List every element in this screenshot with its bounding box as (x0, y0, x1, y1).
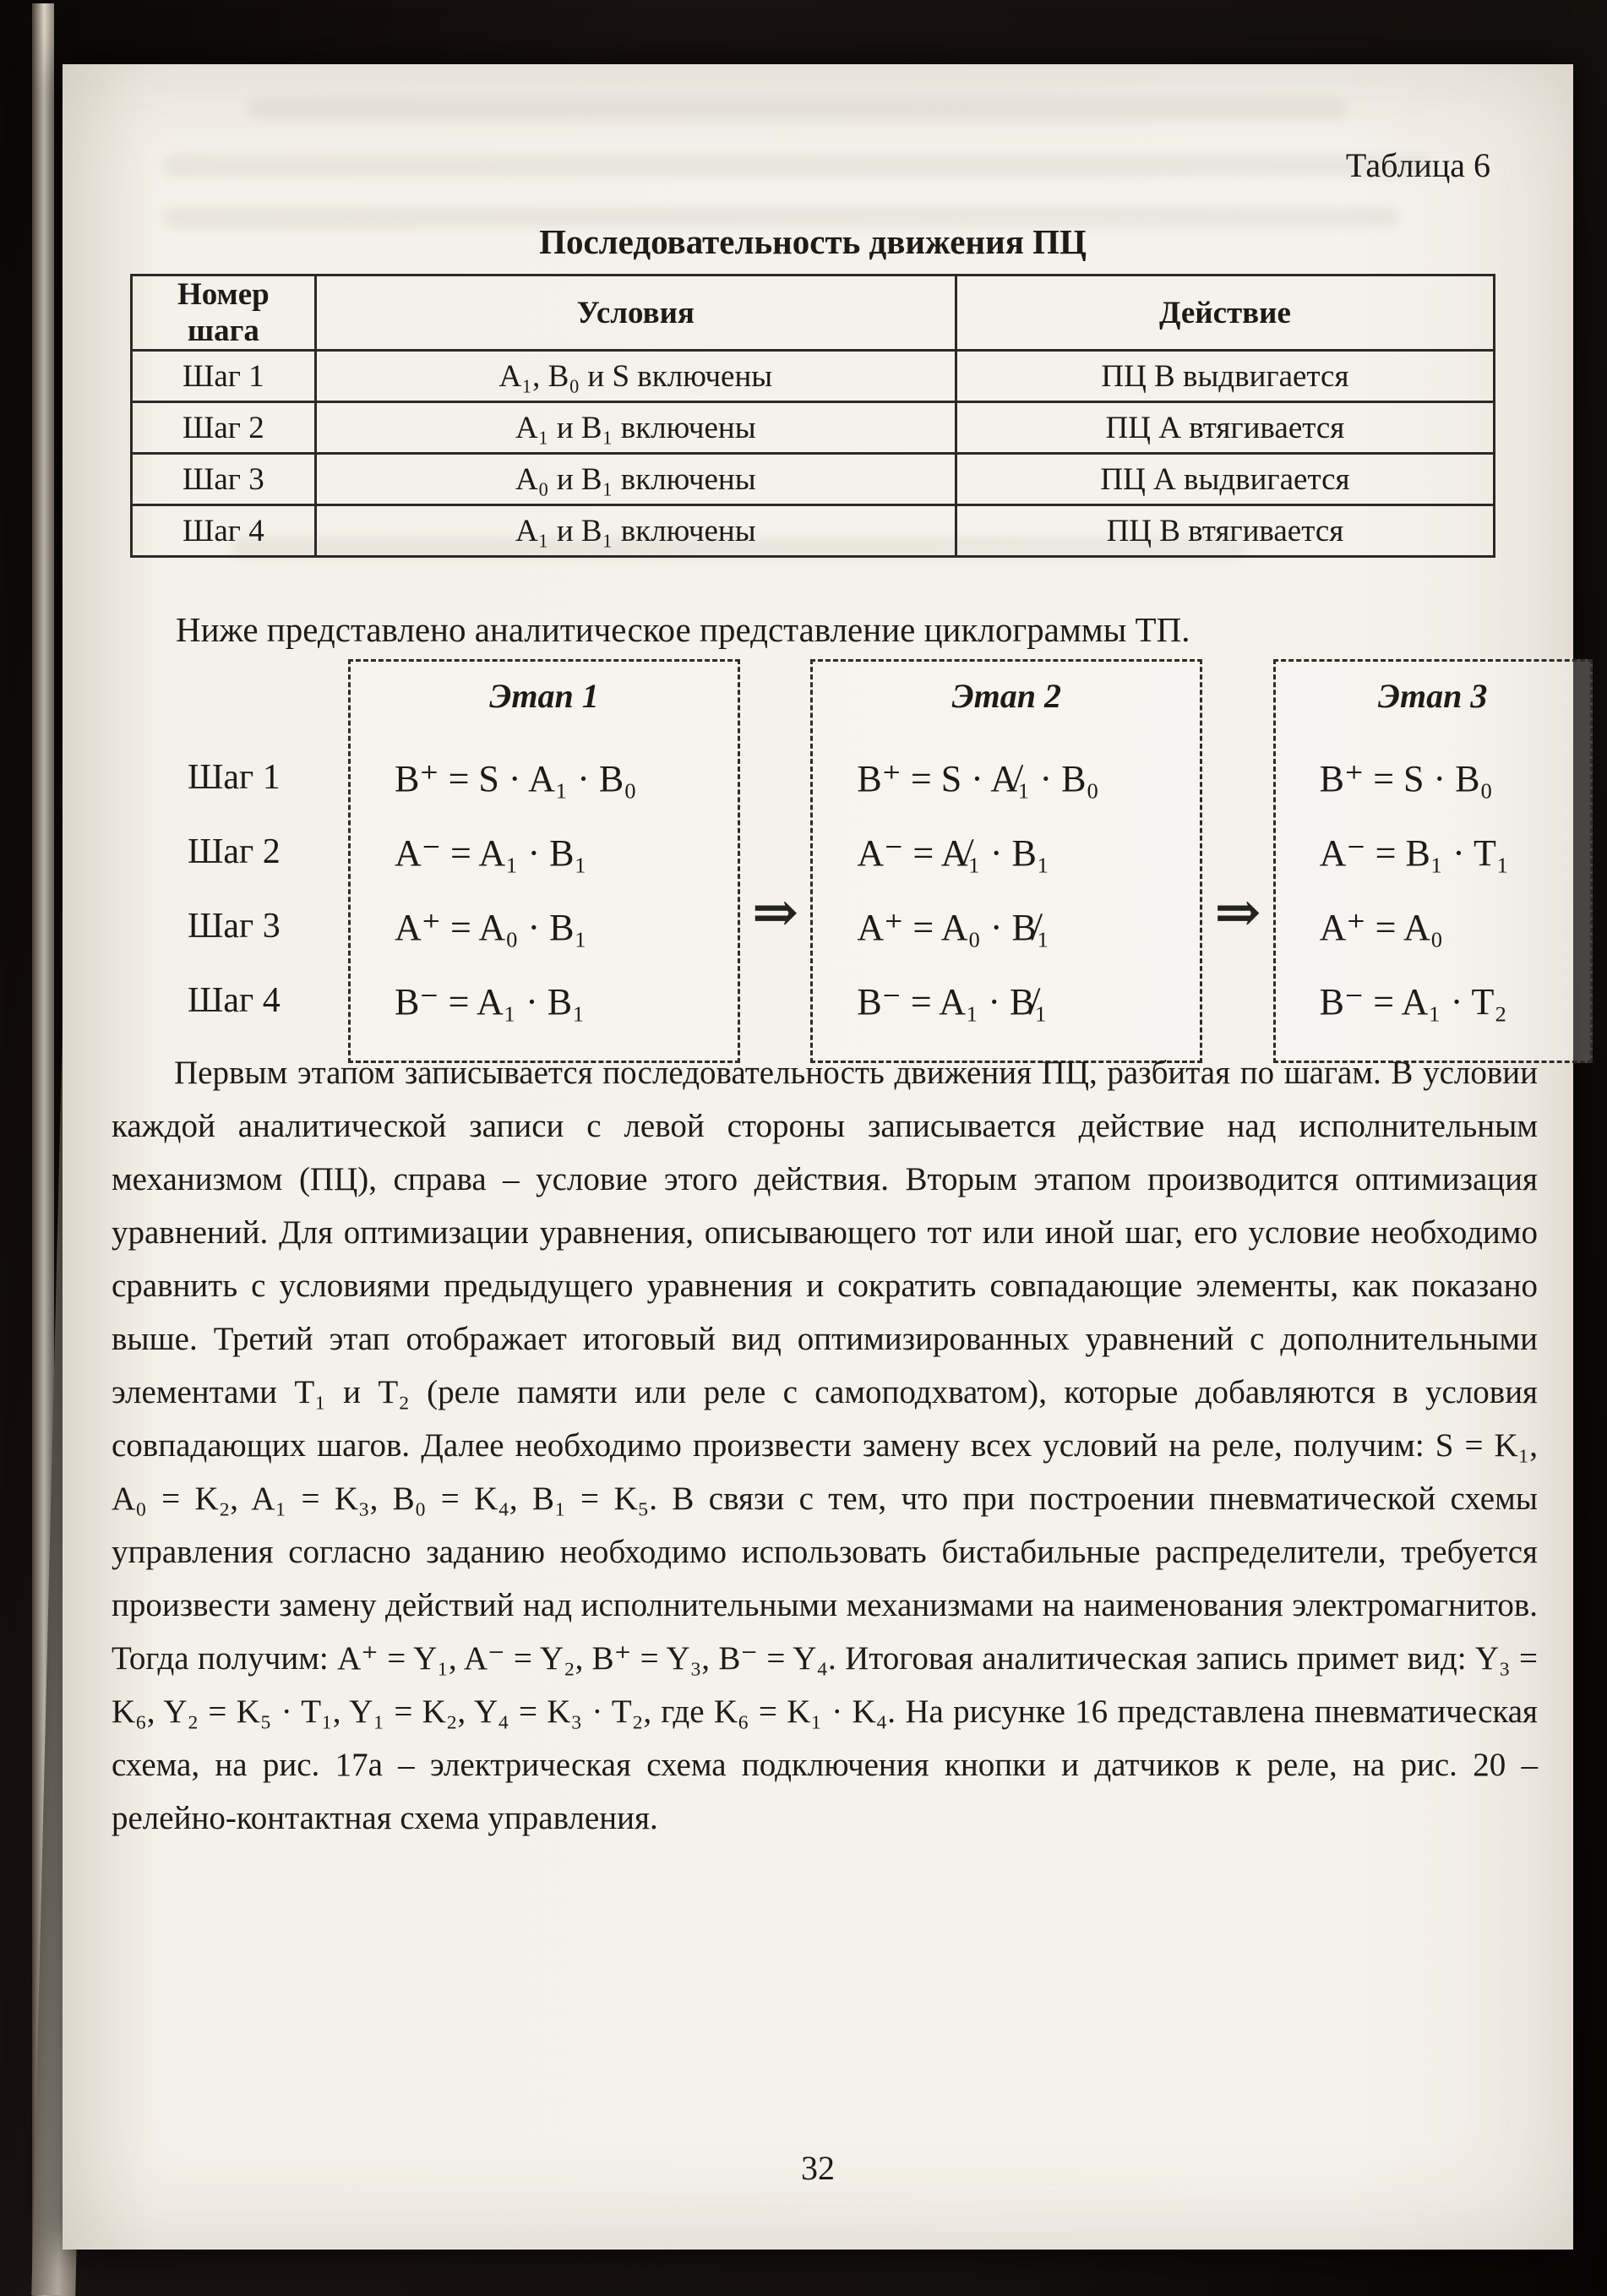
cell-condition: A₁, B₀ и S включены (315, 351, 956, 402)
cell-condition: A₀ и B₁ включены (315, 454, 956, 505)
step-label: Шаг 3 (188, 907, 281, 946)
equation: A⁻ = A̸₁ · B₁ (857, 832, 1050, 874)
cell-action: ПЦ А выдвигается (956, 454, 1494, 505)
implies-arrow: ⇒ (1214, 882, 1261, 944)
bleed-through-artifact (248, 98, 1347, 120)
column-header-condition: Условия (315, 275, 956, 351)
step-label: Шаг 2 (188, 832, 281, 871)
table-header-row (132, 275, 1495, 351)
step-label: Шаг 4 (188, 981, 281, 1020)
page-number: 32 (801, 2149, 835, 2187)
equation: B⁻ = A₁ · B₁ (395, 980, 586, 1023)
stage-title: Этап 3 (1377, 677, 1488, 715)
cell-action: ПЦ В втягивается (956, 505, 1494, 557)
stage-box-2 (810, 659, 1202, 1063)
cell-step: Шаг 1 (132, 351, 316, 402)
equation: B⁺ = S · A₁ · B₀ (395, 757, 637, 799)
column-header-action: Действие (956, 275, 1494, 351)
equation: A⁻ = A₁ · B₁ (395, 832, 587, 874)
equation: B⁻ = A₁ · T₂ (1319, 980, 1507, 1023)
equation: A⁺ = A₀ · B₁ (395, 906, 587, 948)
table-row (132, 505, 1495, 557)
sequence-table-block (130, 221, 1495, 558)
cell-step: Шаг 3 (132, 454, 316, 505)
stage-box-1 (348, 659, 740, 1063)
table-number-label: Таблица 6 (1345, 146, 1490, 184)
table-row (132, 454, 1495, 505)
stage-title: Этап 2 (951, 677, 1062, 715)
stage-box-3 (1273, 659, 1593, 1063)
cell-action: ПЦ В выдвигается (956, 351, 1494, 402)
cell-step: Шаг 4 (132, 505, 316, 557)
equation: B⁻ = A₁ · B̸₁ (857, 980, 1048, 1023)
equation: B⁺ = S · B₀ (1319, 757, 1493, 799)
table-title: Последовательность движения ПЦ (539, 222, 1087, 261)
cell-step: Шаг 2 (132, 402, 316, 454)
step-labels-column (188, 659, 348, 1038)
implies-arrow: ⇒ (752, 882, 799, 944)
cell-action: ПЦ А втягивается (956, 402, 1494, 454)
equation: A⁻ = B₁ · T₁ (1319, 832, 1510, 874)
stage-title: Этап 1 (489, 677, 599, 715)
cell-condition: A₁ и B₁ включены (315, 402, 956, 454)
body-paragraph: Первым этапом записывается последовательность движения ПЦ, разбитая по шагам. В условии каждой аналитической записи с левой стороны записывается действие над исполнительным механизмом (ПЦ), справа – условие этого действия. Вторым этапом производится оптимизация уравнений. Для оптимизации уравнения, описывающего тот или иной шаг, его условие необходимо сравнить с условиями предыдущего уравнения и сократить совпадающие элементы, как показано выше. Третий этап отображает итоговый вид оптимизированных уравнений с дополнительными элементами T₁ и T₂ (реле памяти или реле с самоподхватом), которые добавляются в условия совпадающих шагов. Далее необходимо произвести замену всех условий на реле, получим: S = K₁, A₀ = K₂, A₁ = K₃, B₀ = K₄, B₁ = K₅. В связи с тем, что при построении пневматической схемы управления согласно заданию необходимо использовать бистабильные распределители, требуется произвести замену действий над исполнительными механизмами на наименования электромагнитов. Тогда получим: A⁺ = Y₁, A⁻ = Y₂, B⁺ = Y₃, B⁻ = Y₄. Итоговая аналитическая запись примет вид: Y₃ = K₆, Y₂ = K₅ · T₁, Y₁ = K₂, Y₄ = K₃ · T₂, где K₆ = K₁ · K₄. На рисунке 16 представлена пневматическая схема, на рис. 17а – электрическая схема подключения кнопки и датчиков к реле, на рис. 20 – релейно-контактная схема управления. (112, 1055, 1538, 1836)
intro-paragraph: Ниже представлено аналитическое представление циклограммы ТП. (176, 610, 1190, 649)
step-label: Шаг 1 (188, 758, 281, 797)
book-page (63, 64, 1573, 2250)
equation: A⁺ = A₀ (1319, 906, 1444, 948)
equation: A⁺ = A₀ · B̸₁ (857, 906, 1050, 948)
bleed-through-artifact (164, 155, 1431, 177)
table-row (132, 351, 1495, 402)
cell-condition: A₁ и B₁ включены (315, 505, 956, 557)
cyclogram-diagram (188, 659, 1593, 1063)
equation: B⁺ = S · A̸₁ · B₀ (857, 757, 1099, 799)
table-row (132, 402, 1495, 454)
column-header-step: Номер шага (132, 275, 316, 351)
sequence-table (130, 274, 1495, 558)
